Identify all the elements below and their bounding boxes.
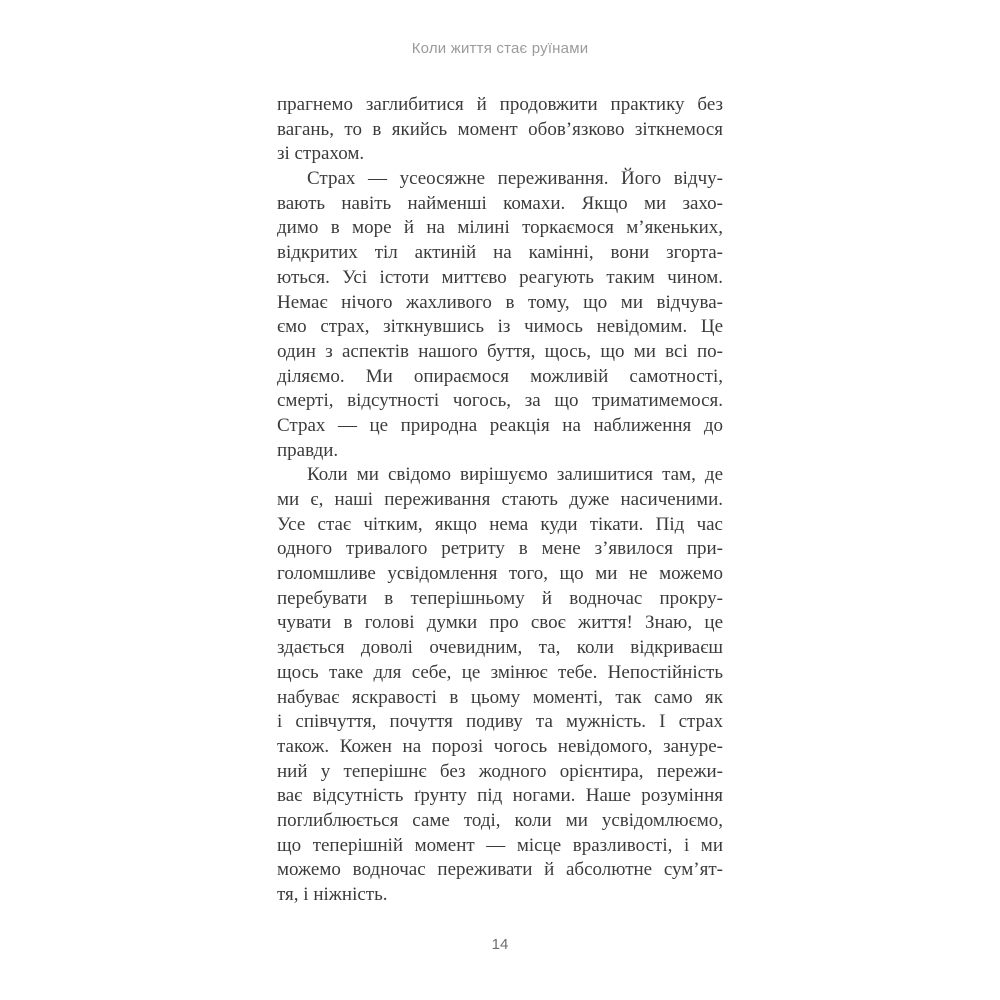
text-line: відкритих тіл актиній на камінні, вони згорта- xyxy=(277,242,723,264)
text-block xyxy=(277,93,723,908)
text-line: димо в море й на мілині торкаємося м’якеньких, xyxy=(277,217,723,239)
paragraph xyxy=(277,463,723,907)
text-line: щось таке для себе, це змінює тебе. Непостійність xyxy=(277,661,723,683)
paragraph xyxy=(277,167,723,463)
text-line: тя, і ніжність. xyxy=(277,884,388,905)
text-line: смерті, відсутності чогось, за що триматимемося. xyxy=(277,390,723,412)
paragraph xyxy=(277,93,723,167)
text-line: що теперішній момент — місце вразливості, і ми xyxy=(277,834,723,856)
text-line: ються. Усі істоти миттєво реагують таким чином. xyxy=(277,266,723,288)
text-line: також. Кожен на порозі чогось невідомого, зануре- xyxy=(277,735,723,757)
text-line: ває відсутність ґрунту під ногами. Наше розуміння xyxy=(277,785,723,807)
text-line: Усе стає чітким, якщо нема куди тікати. Під час xyxy=(277,513,723,535)
running-header: Коли життя стає руїнами xyxy=(411,40,589,57)
page-number: 14 xyxy=(491,936,509,953)
text-line: прагнемо заглибитися й продовжити практику без xyxy=(277,94,723,115)
text-line: Страх — це природна реакція на наближення до xyxy=(277,414,723,436)
text-line: здається доволі очевидним, та, коли відкриваєш xyxy=(277,637,723,659)
text-line: чувати в голові думки про своє життя! Знаю, це xyxy=(277,612,723,634)
text-line: і співчуття, почуття подиву та мужність. І страх xyxy=(277,711,723,733)
text-line: набуває яскравості в цьому моменті, так само як xyxy=(277,686,723,708)
text-line: Немає нічого жахливого в тому, що ми відчува- xyxy=(277,291,723,313)
text-line: перебувати в теперішньому й водночас прокру- xyxy=(277,587,723,609)
text-line: голомшливе усвідомлення того, що ми не можемо xyxy=(277,563,723,585)
text-line: діляємо. Ми опираємося можливій самотності, xyxy=(277,365,723,387)
text-line: вають навіть найменші комахи. Якщо ми захо- xyxy=(277,192,723,214)
text-line: можемо водночас переживати й абсолютне сум’ят- xyxy=(277,859,723,881)
text-line: ний у теперішнє без жодного орієнтира, пережи- xyxy=(277,760,723,782)
text-line: одного тривалого ретриту в мене з’явилося при- xyxy=(277,538,723,560)
text-line: один з аспектів нашого буття, щось, що ми всі по- xyxy=(277,340,723,362)
text-line: ємо страх, зіткнувшись із чимось невідомим. Це xyxy=(277,316,723,338)
text-line: ми є, наші переживання стають дуже насиченими. xyxy=(277,489,723,510)
text-line: Страх — усеосяжне переживання. Його відчу- xyxy=(307,168,723,190)
text-line: Коли ми свідомо вирішуємо залишитися там, де xyxy=(307,464,723,486)
text-line: поглиблюється саме тоді, коли ми усвідомлюємо, xyxy=(277,809,723,831)
text-line: зі страхом. xyxy=(277,143,365,165)
text-line: правди. xyxy=(277,439,339,461)
text-line: вагань, то в якийсь момент обов’язково зіткнемося xyxy=(277,118,723,140)
